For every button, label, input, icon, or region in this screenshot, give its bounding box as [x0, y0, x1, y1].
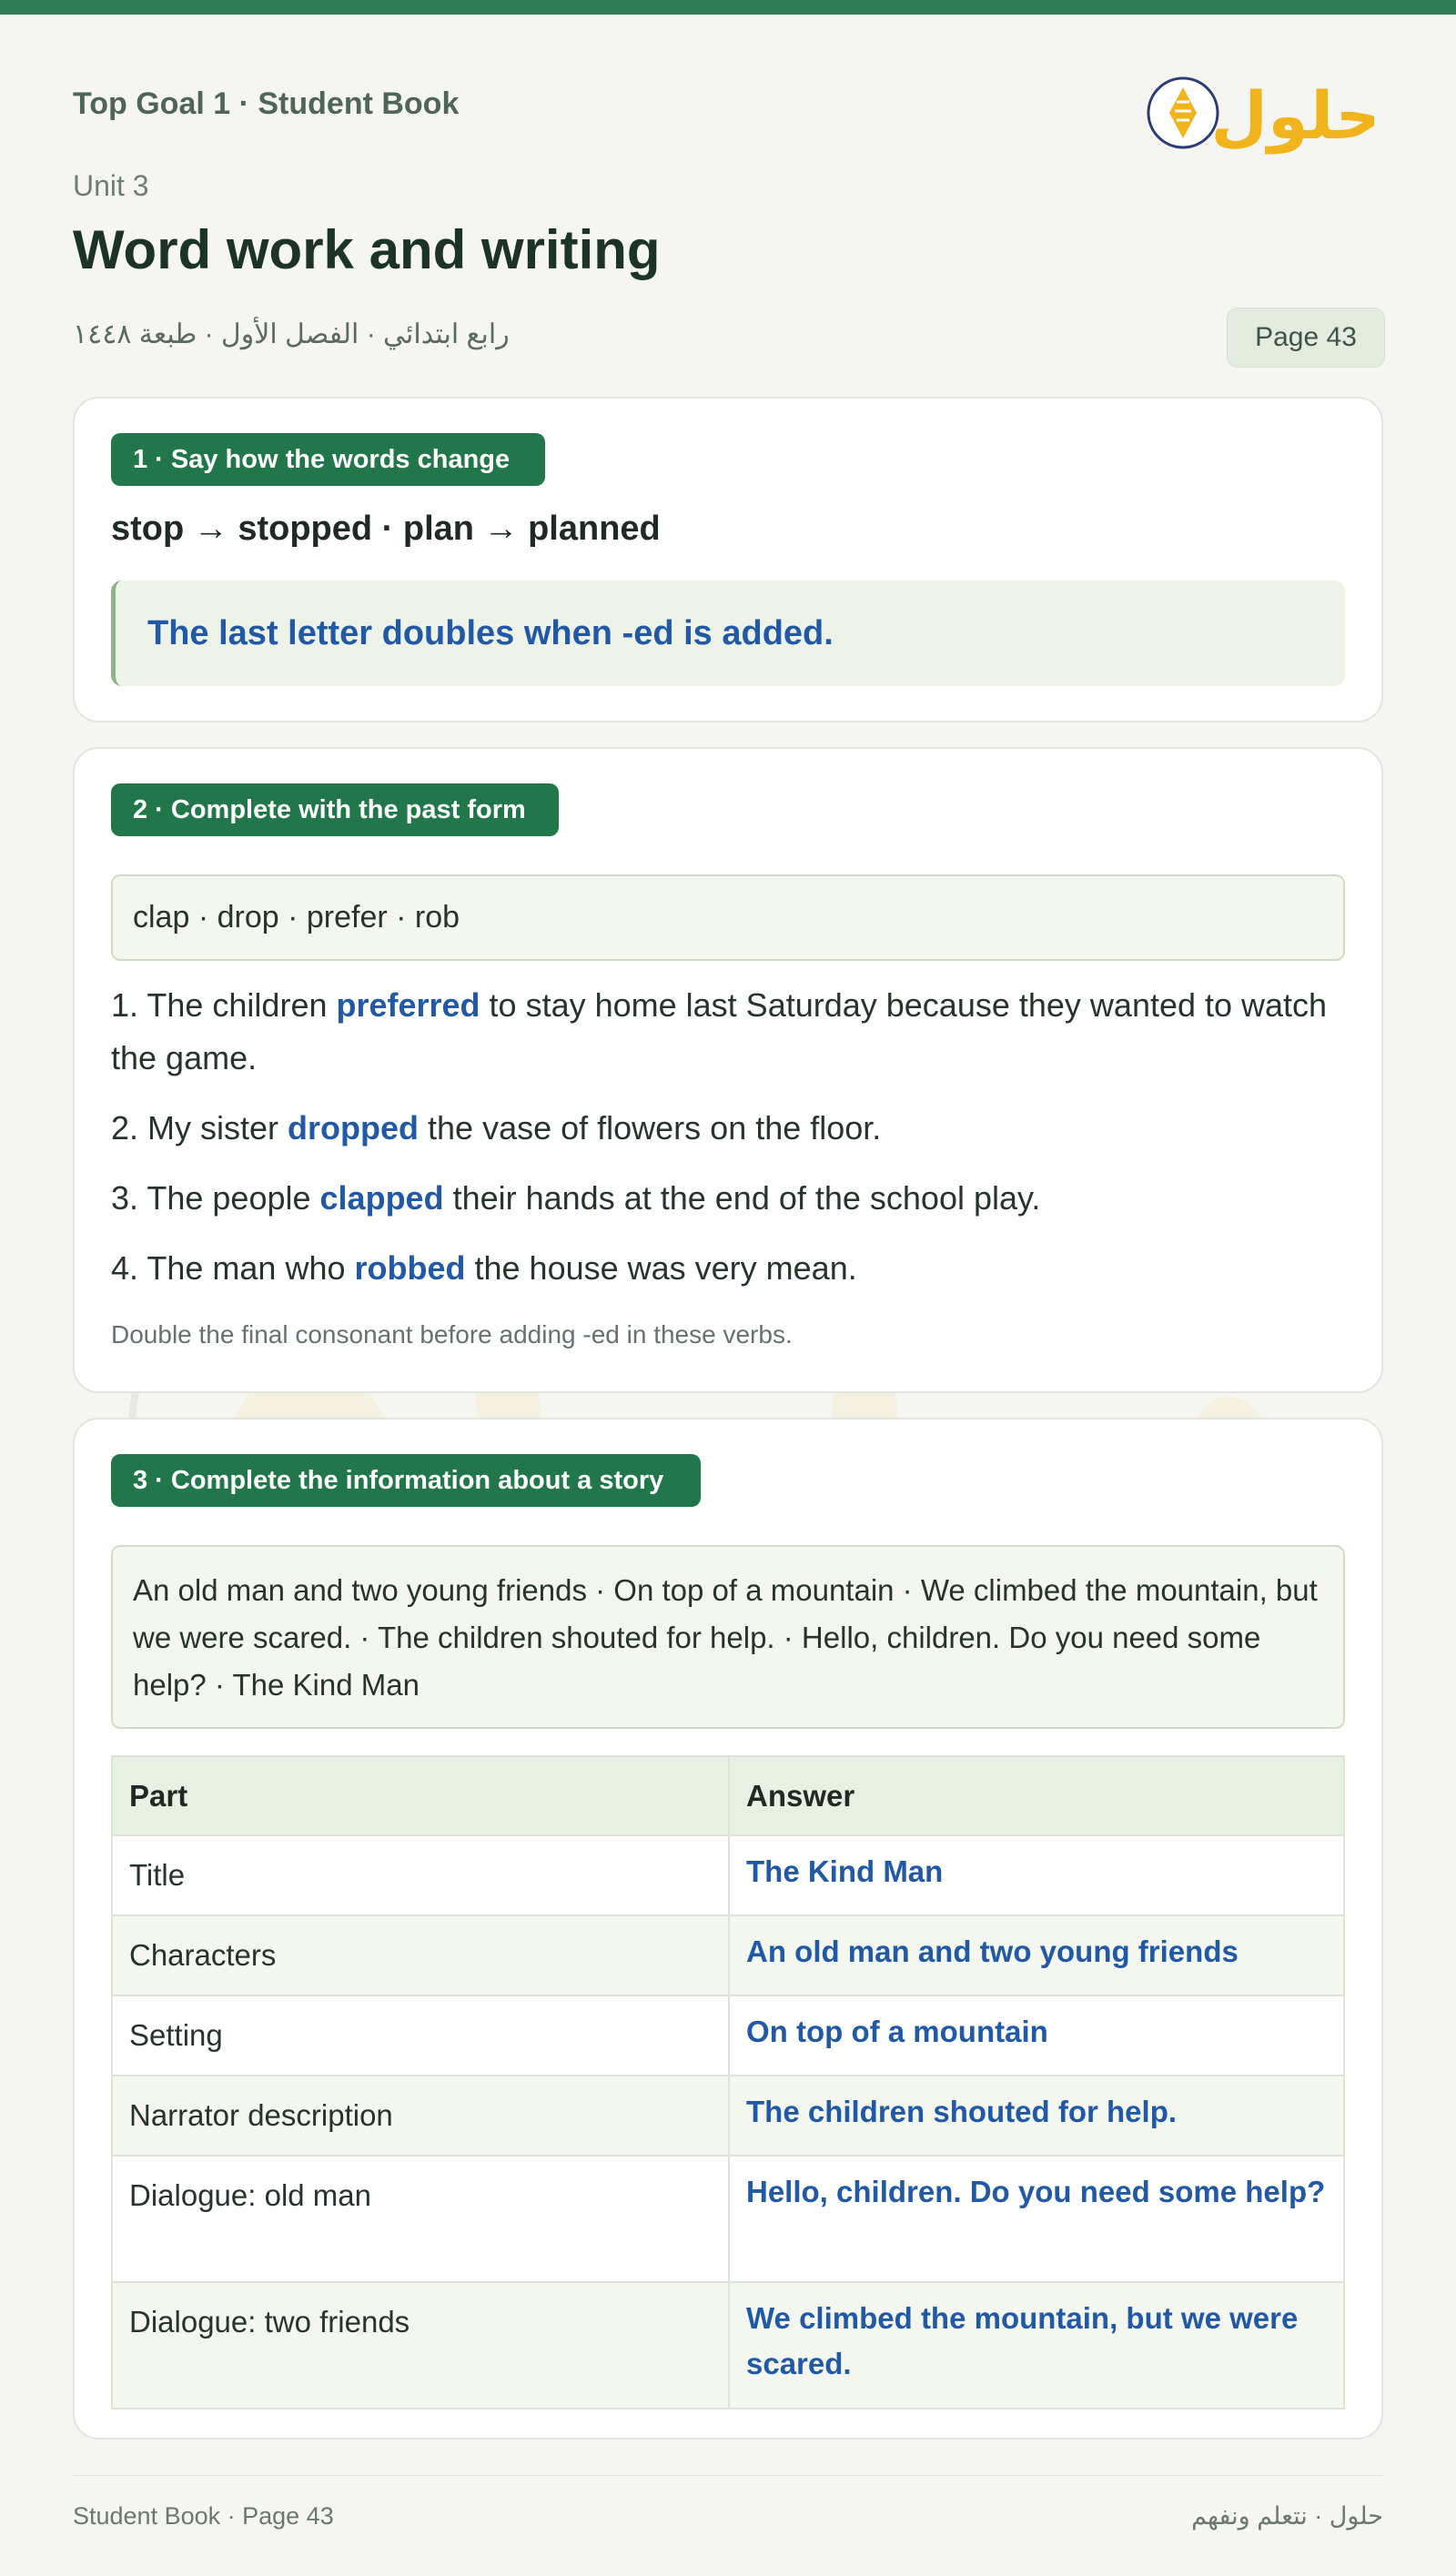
exercise-card-3 [73, 1418, 1383, 2440]
footer-page-label: Student Book · Page 43 [73, 2502, 334, 2530]
logo-wordmark: حلول [1210, 77, 1374, 154]
unit-label: Unit 3 [73, 169, 149, 202]
table-row [112, 2156, 1344, 2282]
footer-brand-tagline: حلول · نتعلم ونفهم [1191, 2502, 1383, 2530]
table-cell-part: Narrator description [112, 2076, 729, 2156]
column-header-answer: Answer [729, 1756, 1344, 1835]
table-row [112, 2076, 1344, 2156]
answer-word: robbed [354, 1249, 466, 1287]
column-header-part: Part [112, 1756, 729, 1835]
grade-meta: رابع ابتدائي · الفصل الأول · طبعة ١٤٤٨ [73, 319, 510, 349]
page-title: Word work and writing [73, 219, 661, 280]
table-cell-part: Dialogue: two friends [112, 2282, 729, 2409]
table-cell-part: Title [112, 1835, 729, 1915]
exercise-2-note: Double the final consonant before adding -ed in these verbs. [111, 1320, 793, 1349]
sentence-item: 3. The people clapped their hands at the end of the school play. [111, 1179, 1041, 1217]
sentence-item: 4. The man who robbed the house was very mean. [111, 1249, 857, 1287]
exercise-card-1 [73, 397, 1383, 722]
sentence-item: 1. The children preferred to stay home last Saturday because they wanted to watch the game. [111, 986, 1328, 1076]
table-row [112, 1995, 1344, 2076]
sentence-list [111, 979, 1345, 1312]
book-title: Top Goal 1 · Student Book [73, 86, 460, 121]
logo-icon [1142, 58, 1374, 158]
table-cell-part: Dialogue: old man [112, 2156, 729, 2282]
footer-divider [73, 2475, 1383, 2476]
exercise-1-heading: 1 · Say how the words change [111, 433, 545, 486]
answer-word: clapped [319, 1179, 444, 1217]
exercise-2-heading: 2 · Complete with the past form [111, 783, 559, 836]
exercise-1-answer: The last letter doubles when -ed is added. [147, 613, 834, 652]
table-header-row [112, 1756, 1344, 1835]
table-cell-answer: An old man and two young friends [729, 1915, 1344, 1995]
table-row [112, 2282, 1344, 2409]
top-accent-bar [0, 0, 1456, 15]
exercise-3-heading: 3 · Complete the information about a story [111, 1454, 701, 1507]
story-table [111, 1755, 1345, 2409]
table-cell-part: Characters [112, 1915, 729, 1995]
exercise-card-2 [73, 747, 1383, 1393]
answer-word: dropped [288, 1109, 420, 1147]
story-word-bank: An old man and two young friends · On top of a mountain · We climbed the mountain, but we were scared. · The children shouted for help. · Hello, children. Do you need some help? · The Kind Man [111, 1545, 1345, 1729]
sentence-item: 2. My sister dropped the vase of flowers on the floor. [111, 1109, 882, 1147]
answer-word: preferred [336, 986, 480, 1024]
table-row [112, 1915, 1344, 1995]
exercise-1-answer-box [111, 581, 1345, 686]
page-badge: Page 43 [1227, 308, 1385, 368]
table-cell-answer: Hello, children. Do you need some help? [729, 2156, 1344, 2282]
table-cell-answer: The children shouted for help. [729, 2076, 1344, 2156]
word-bank: clap · drop · prefer · rob [111, 874, 1345, 961]
table-cell-answer: On top of a mountain [729, 1995, 1344, 2076]
table-row [112, 1835, 1344, 1915]
table-cell-answer: We climbed the mountain, but we were scared. [729, 2282, 1344, 2409]
table-cell-part: Setting [112, 1995, 729, 2076]
table-cell-answer: The Kind Man [729, 1835, 1344, 1915]
brand-logo [1142, 58, 1374, 158]
word-change-example: stop → stopped · plan → planned [111, 510, 661, 548]
